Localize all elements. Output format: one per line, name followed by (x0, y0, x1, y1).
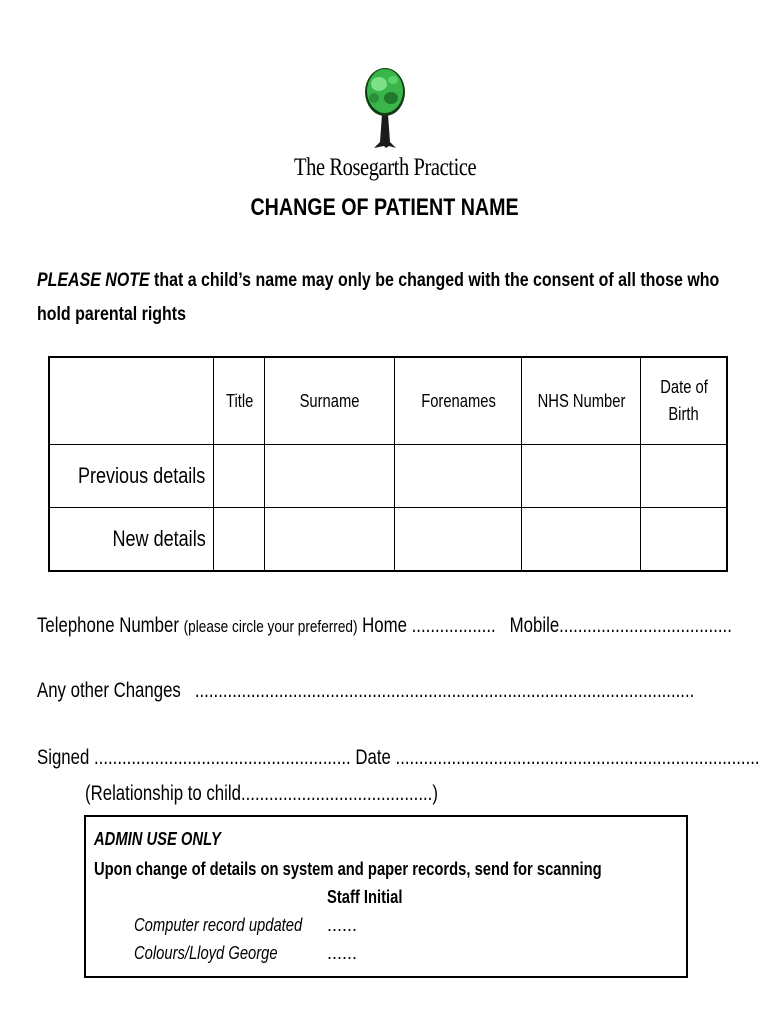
new-nhs-number-cell[interactable] (522, 508, 641, 572)
note-line2: hold parental rights (37, 304, 186, 325)
col-nhs-number: NHS Number (522, 357, 641, 445)
new-forenames-cell[interactable] (395, 508, 522, 572)
new-date-of-birth-cell[interactable] (641, 508, 727, 572)
previous-forenames-cell[interactable] (395, 445, 522, 508)
other-changes-field[interactable]: ........................................................................................................... (194, 679, 695, 702)
new-title-cell[interactable] (214, 508, 265, 572)
row-label-previous-details: Previous details (49, 445, 214, 508)
note-line1: that a child’s name may only be changed with the consent of all those who (149, 270, 720, 291)
colours-lloyd-george-label: Colours/Lloyd George (134, 943, 278, 963)
admin-use-box (84, 815, 688, 978)
col-date-of-birth: Date of Birth (641, 357, 727, 445)
tree-logo-icon (362, 64, 408, 152)
home-phone-field[interactable]: Home .................. (362, 614, 496, 637)
details-table (48, 356, 728, 572)
other-changes-line (37, 679, 770, 703)
previous-nhs-number-cell[interactable] (522, 445, 641, 508)
signature-field[interactable]: Signed ....................................................... (37, 746, 351, 769)
parental-consent-note (37, 264, 757, 332)
col-forenames: Forenames (395, 357, 522, 445)
telephone-line (37, 614, 770, 638)
staff-initial-label: Staff Initial (327, 887, 403, 907)
admin-heading: ADMIN USE ONLY (94, 829, 221, 849)
admin-instruction: Upon change of details on system and paper records, send for scanning (94, 859, 602, 879)
new-surname-cell[interactable] (265, 508, 395, 572)
col-title: Title (214, 357, 265, 445)
telephone-label: Telephone Number (37, 614, 179, 637)
signed-line (37, 746, 770, 770)
other-changes-label: Any other Changes (37, 679, 181, 702)
mobile-phone-field[interactable]: Mobile..................................... (509, 614, 732, 637)
colours-lloyd-george-initial-field[interactable]: ...... (327, 943, 358, 963)
date-field[interactable]: Date .............................................................................. (355, 746, 760, 769)
previous-date-of-birth-cell[interactable] (641, 445, 727, 508)
table-header-row (49, 357, 727, 445)
computer-record-updated-label: Computer record updated (134, 915, 303, 935)
previous-surname-cell[interactable] (265, 445, 395, 508)
computer-record-initial-field[interactable]: ...... (327, 915, 358, 935)
blank-header-cell (49, 357, 214, 445)
practice-name: The Rosegarth Practice (293, 154, 477, 181)
form-title: CHANGE OF PATIENT NAME (250, 194, 520, 221)
relationship-line (85, 782, 526, 806)
table-row (49, 445, 727, 508)
col-surname: Surname (265, 357, 395, 445)
row-label-new-details: New details (49, 508, 214, 572)
telephone-hint: (please circle your preferred) (183, 617, 358, 636)
table-row (49, 508, 727, 572)
previous-title-cell[interactable] (214, 445, 265, 508)
note-lead: PLEASE NOTE (37, 270, 150, 291)
relationship-field[interactable]: (Relationship to child.........................................) (85, 782, 438, 805)
